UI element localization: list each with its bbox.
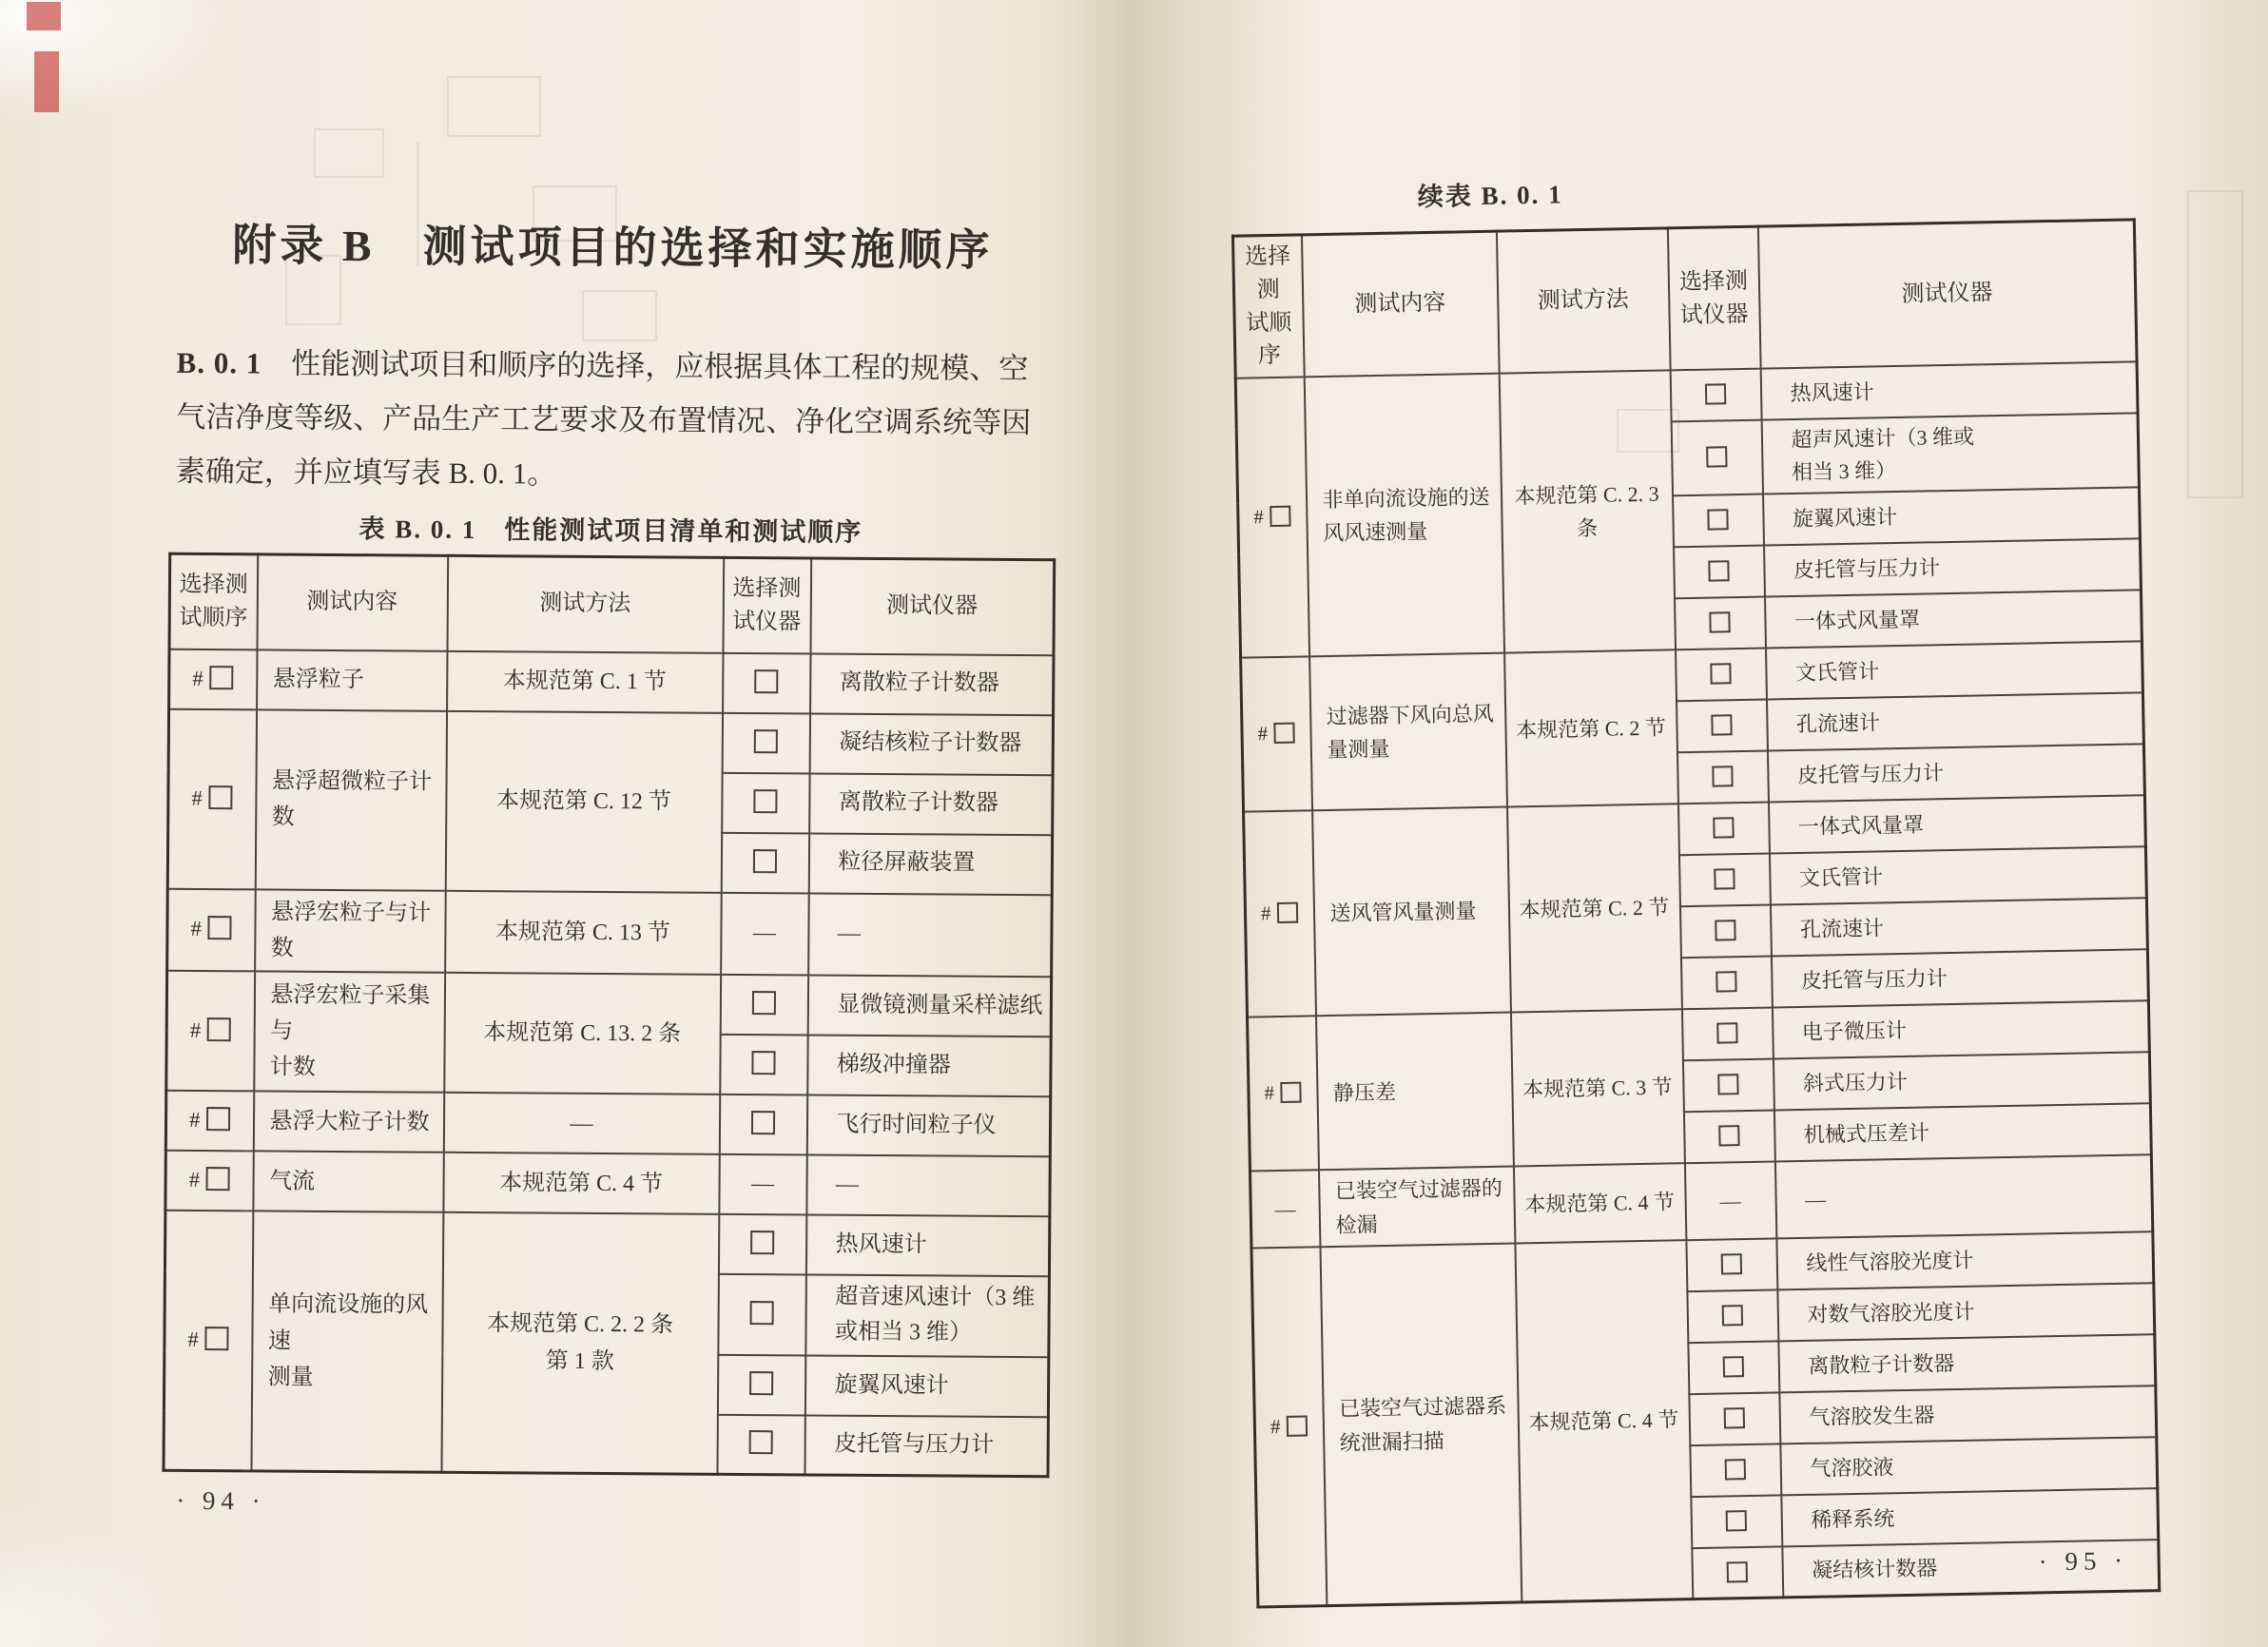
checkbox-icon [1712, 766, 1733, 787]
instrument-name-cell: 飞行时间粒子仪 [806, 1095, 1050, 1157]
checkbox-icon [1718, 1126, 1739, 1147]
instrument-name-cell: 气溶胶液 [1780, 1437, 2158, 1495]
instrument-name-cell: 梯级冲撞器 [807, 1036, 1051, 1097]
checkbox-icon [754, 669, 778, 693]
checkbox-icon [205, 1327, 229, 1350]
checkbox-icon [1287, 1415, 1308, 1436]
test-content-cell: 送风管风量测量 [1312, 807, 1511, 1017]
checkbox-icon [1707, 510, 1728, 531]
checkbox-icon [1716, 1023, 1737, 1044]
instrument-checkbox-cell [719, 1095, 806, 1155]
checkbox-icon [1727, 1561, 1748, 1582]
instrument-checkbox-cell [1680, 957, 1772, 1010]
column-header: 测试方法 [1496, 228, 1670, 374]
checkbox-icon [1281, 1082, 1302, 1103]
order-hash-mark: # [1260, 901, 1271, 925]
instrument-checkbox-cell [1690, 1444, 1781, 1497]
checkbox-icon [1709, 612, 1730, 633]
instrument-name-cell: 一体式风量罩 [1768, 796, 2145, 854]
column-header: 测试方法 [447, 555, 724, 652]
instrument-name-cell: 凝结核计数器 [1782, 1540, 2160, 1598]
order-hash-mark: # [1257, 722, 1269, 746]
instrument-name-cell: 离散粒子计数器 [809, 773, 1053, 835]
instrument-checkbox-cell [718, 1214, 805, 1275]
instrument-checkbox-cell [1675, 597, 1766, 650]
column-header: 选择测 试仪器 [1667, 226, 1760, 370]
order-hash-mark: # [189, 1108, 201, 1133]
table-row [165, 1151, 1050, 1216]
instrument-name-cell: 气溶胶发生器 [1779, 1385, 2157, 1444]
instrument-checkbox-cell [723, 652, 810, 713]
clause-number: B. 0. 1 [176, 345, 262, 380]
checkbox-icon [1722, 1305, 1743, 1326]
table-row [165, 1211, 1049, 1276]
test-method-cell: 本规范第 C. 2. 2 条 第 1 款 [441, 1212, 719, 1474]
instrument-name-cell: 热风速计 [805, 1215, 1049, 1277]
checkbox-icon [210, 666, 234, 689]
column-header: 选择测 试顺序 [169, 553, 258, 649]
order-hash-mark: # [1264, 1081, 1275, 1105]
instrument-name-cell: 粒径屏蔽装置 [808, 833, 1052, 895]
instrument-name-cell: 线性气溶胶光度计 [1776, 1231, 2154, 1289]
column-header: 测试仪器 [1757, 220, 2137, 369]
checkbox-icon [750, 1301, 774, 1325]
test-content-cell: 悬浮宏粒子采集与 计数 [254, 972, 445, 1093]
instrument-checkbox-cell [1677, 700, 1768, 753]
appendix-title: 附录 B 测试项目的选择和实施顺序 [232, 221, 994, 275]
order-cell [167, 888, 256, 971]
test-content-cell: 非单向流设施的送 风风速测量 [1304, 374, 1503, 657]
checkbox-icon [209, 785, 233, 809]
instrument-checkbox-cell [1686, 1238, 1777, 1291]
instrument-name-cell: 超音速风速计（3 维 或相当 3 维） [805, 1275, 1050, 1357]
instrument-name-cell: 离散粒子计数器 [1778, 1334, 2156, 1392]
test-content-cell: 悬浮超微粒子计数 [255, 709, 446, 890]
checkbox-icon [207, 1017, 231, 1041]
instrument-name-cell: 电子微压计 [1772, 1001, 2149, 1059]
order-hash-mark: # [187, 1327, 199, 1352]
test-content-cell: 悬浮粒子 [257, 649, 447, 710]
instrument-checkbox-cell [722, 712, 809, 773]
column-header: 选择测 试仪器 [723, 557, 811, 653]
test-method-cell: 本规范第 C. 4 节 [1515, 1240, 1693, 1602]
test-content-cell: 气流 [253, 1152, 443, 1212]
instrument-name-cell: — [808, 893, 1053, 978]
test-content-cell: 已装空气过滤器系 统泄漏扫描 [1320, 1243, 1522, 1606]
instrument-name-cell: 热风速计 [1760, 362, 2138, 420]
checkbox-icon [1716, 972, 1736, 993]
checkbox-icon [1726, 1510, 1747, 1531]
checkbox-icon [1715, 920, 1735, 941]
instrument-name-cell: 斜式压力计 [1773, 1053, 2150, 1111]
test-content-cell: 已装空气过滤器的 检漏 [1318, 1167, 1514, 1247]
checkbox-icon [751, 1051, 775, 1075]
instrument-checkbox-cell [717, 1354, 804, 1415]
instrument-name-cell: 文氏管计 [1769, 847, 2146, 905]
column-header: 测试仪器 [810, 558, 1055, 655]
instrument-checkbox-cell [1671, 420, 1762, 496]
instrument-checkbox-cell: — [721, 892, 809, 975]
checkbox-icon [754, 729, 778, 753]
instrument-checkbox-cell [717, 1414, 804, 1475]
column-header: 选择测 试顺序 [1232, 235, 1304, 378]
checkbox-icon [750, 1230, 774, 1254]
clause-b01 [176, 336, 1071, 505]
table-row [166, 971, 1051, 1037]
continued-table-caption: 续表 B. 0. 1 [1417, 180, 1563, 212]
instrument-name-cell: 皮托管与压力计 [1771, 950, 2148, 1008]
table-row [165, 1091, 1050, 1156]
checkbox-icon [206, 1107, 230, 1131]
instrument-name-cell: 凝结核粒子计数器 [809, 713, 1053, 775]
test-content-cell: 悬浮宏粒子与计数 [255, 889, 446, 973]
instrument-name-cell: 稀释系统 [1781, 1488, 2159, 1546]
instrument-name-cell: 皮托管与压力计 [1764, 539, 2142, 597]
test-content-cell: 过滤器下风向总风 量测量 [1309, 653, 1507, 811]
checkbox-icon [1713, 818, 1734, 839]
page-number-94: · 94 · [176, 1485, 266, 1516]
test-method-cell: 本规范第 C. 4 节 [1513, 1164, 1685, 1244]
instrument-name-cell: 皮托管与压力计 [804, 1415, 1048, 1477]
instrument-name-cell: 旋翼风速计 [1763, 488, 2141, 546]
test-method-cell: 本规范第 C. 2 节 [1507, 804, 1682, 1013]
instrument-name-cell: 显微镜测量采样滤纸 [807, 976, 1051, 1037]
table-caption: 表 B. 0. 1 性能测试项目清单和测试顺序 [359, 514, 863, 547]
checkbox-icon [206, 1167, 230, 1191]
test-method-cell: 本规范第 C. 13. 2 条 [444, 973, 721, 1095]
test-method-cell: 本规范第 C. 2. 3 条 [1499, 371, 1675, 653]
column-header: 测试内容 [257, 554, 448, 650]
table-b01-container [162, 552, 1053, 1479]
order-hash-mark: # [1253, 505, 1265, 529]
instrument-checkbox-cell: — [1684, 1162, 1775, 1240]
test-content-cell: 悬浮大粒子计数 [253, 1092, 443, 1153]
table-b01-continued-container [1231, 218, 2158, 1608]
instrument-name-cell: — [1774, 1155, 2152, 1239]
test-method-cell: 本规范第 C. 13 节 [445, 890, 722, 975]
table-row [168, 708, 1053, 774]
test-items-table [162, 552, 1056, 1479]
checkbox-icon [1724, 1407, 1745, 1428]
instrument-checkbox-cell [1678, 854, 1770, 907]
checkbox-icon [1721, 1253, 1742, 1274]
checkbox-icon [1274, 723, 1295, 744]
checkbox-icon [753, 789, 777, 813]
order-cell [169, 649, 257, 709]
instrument-checkbox-cell [1674, 546, 1765, 599]
checkbox-icon [208, 916, 232, 940]
order-cell [1244, 811, 1316, 1017]
test-method-cell: — [443, 1093, 719, 1154]
instrument-checkbox-cell [1689, 1392, 1780, 1445]
checkbox-icon [1277, 902, 1298, 923]
instrument-name-cell: 文氏管计 [1766, 642, 2143, 700]
checkbox-icon [749, 1430, 773, 1454]
order-hash-mark: # [188, 1168, 201, 1192]
instrument-checkbox-cell [720, 1035, 807, 1095]
instrument-name-cell: 机械式压差计 [1774, 1104, 2151, 1162]
instrument-checkbox-cell [1676, 649, 1767, 702]
checkbox-icon [749, 1371, 773, 1395]
header-row [169, 553, 1055, 654]
order-hash-mark: # [1270, 1414, 1281, 1438]
header-row [1232, 220, 2137, 378]
order-cell [1235, 378, 1308, 658]
checkbox-icon [1270, 506, 1291, 527]
checkbox-icon [1714, 869, 1735, 890]
order-cell [167, 708, 256, 889]
instrument-checkbox-cell [1687, 1289, 1778, 1343]
order-hash-mark: # [189, 1017, 202, 1042]
instrument-checkbox-cell [1691, 1495, 1782, 1548]
instrument-name-cell: 离散粒子计数器 [810, 653, 1054, 715]
order-cell [165, 1151, 253, 1211]
instrument-checkbox-cell [1688, 1341, 1779, 1394]
checkbox-icon [1708, 561, 1729, 582]
order-cell [1251, 1247, 1327, 1607]
instrument-name-cell: 旋翼风速计 [804, 1355, 1048, 1417]
checkbox-icon [1705, 383, 1726, 404]
order-hash-mark: # [192, 666, 204, 690]
order-cell [165, 1091, 253, 1152]
column-header: 测试内容 [1301, 231, 1499, 377]
instrument-name-cell: — [806, 1155, 1050, 1217]
table-row [169, 649, 1054, 714]
order-cell: — [1250, 1171, 1320, 1249]
checkbox-icon [1706, 447, 1727, 468]
checkbox-icon [1710, 664, 1731, 685]
checkbox-icon [1717, 1075, 1738, 1095]
test-method-cell: 本规范第 C. 2 节 [1504, 650, 1678, 807]
instrument-checkbox-cell [718, 1274, 806, 1355]
clause-text: 性能测试项目和顺序的选择，应根据具体工程的规模、空 气洁净度等级、产品生产工艺要求及布置情况、净化空调系统等因 素确定，并应填写表 B. 0. 1。 [175, 346, 1032, 491]
test-method-cell: 本规范第 C. 1 节 [447, 650, 723, 712]
instrument-checkbox-cell [1670, 369, 1761, 422]
instrument-checkbox-cell [1682, 1059, 1774, 1113]
instrument-name-cell: 皮托管与压力计 [1767, 745, 2144, 803]
instrument-checkbox-cell [1692, 1546, 1783, 1599]
instrument-name-cell: 孔流速计 [1767, 693, 2144, 751]
order-hash-mark: # [190, 917, 202, 941]
test-method-cell: 本规范第 C. 4 节 [443, 1153, 719, 1214]
page-number-95: · 95 · [2038, 1545, 2129, 1577]
test-content-cell: 单向流设施的风速 测量 [251, 1211, 443, 1473]
order-cell [1248, 1017, 1319, 1172]
page-left [0, 0, 1122, 1647]
instrument-name-cell: 超声风速计（3 维或 相当 3 维） [1761, 414, 2139, 494]
order-cell [166, 971, 255, 1092]
test-content-cell: 静压差 [1316, 1013, 1514, 1171]
instrument-checkbox-cell [721, 832, 808, 893]
checkbox-icon [1725, 1459, 1746, 1480]
checkbox-icon [753, 849, 777, 873]
order-cell [1241, 657, 1312, 812]
instrument-name-cell: 对数气溶胶光度计 [1777, 1283, 2155, 1341]
instrument-checkbox-cell [722, 772, 809, 833]
instrument-checkbox-cell [1683, 1111, 1774, 1164]
checkbox-icon [1711, 715, 1732, 736]
test-items-table [1231, 218, 2161, 1608]
instrument-name-cell: 一体式风量罩 [1765, 591, 2142, 649]
instrument-checkbox-cell: — [719, 1154, 806, 1215]
instrument-name-cell: 孔流速计 [1770, 899, 2147, 957]
instrument-checkbox-cell [1673, 494, 1764, 548]
order-cell [164, 1211, 253, 1471]
instrument-checkbox-cell [1678, 803, 1770, 856]
instrument-checkbox-cell [1681, 1008, 1773, 1061]
instrument-checkbox-cell [720, 975, 807, 1036]
checkbox-icon [751, 1111, 775, 1134]
instrument-checkbox-cell [1677, 751, 1769, 804]
checkbox-icon [1723, 1356, 1744, 1377]
instrument-checkbox-cell [1679, 905, 1771, 959]
test-method-cell: 本规范第 C. 12 节 [445, 710, 722, 892]
page-right [1122, 0, 2268, 1647]
test-method-cell: 本规范第 C. 3 节 [1510, 1010, 1684, 1167]
order-hash-mark: # [191, 785, 203, 810]
table-row [167, 888, 1053, 977]
checkbox-icon [752, 991, 776, 1015]
